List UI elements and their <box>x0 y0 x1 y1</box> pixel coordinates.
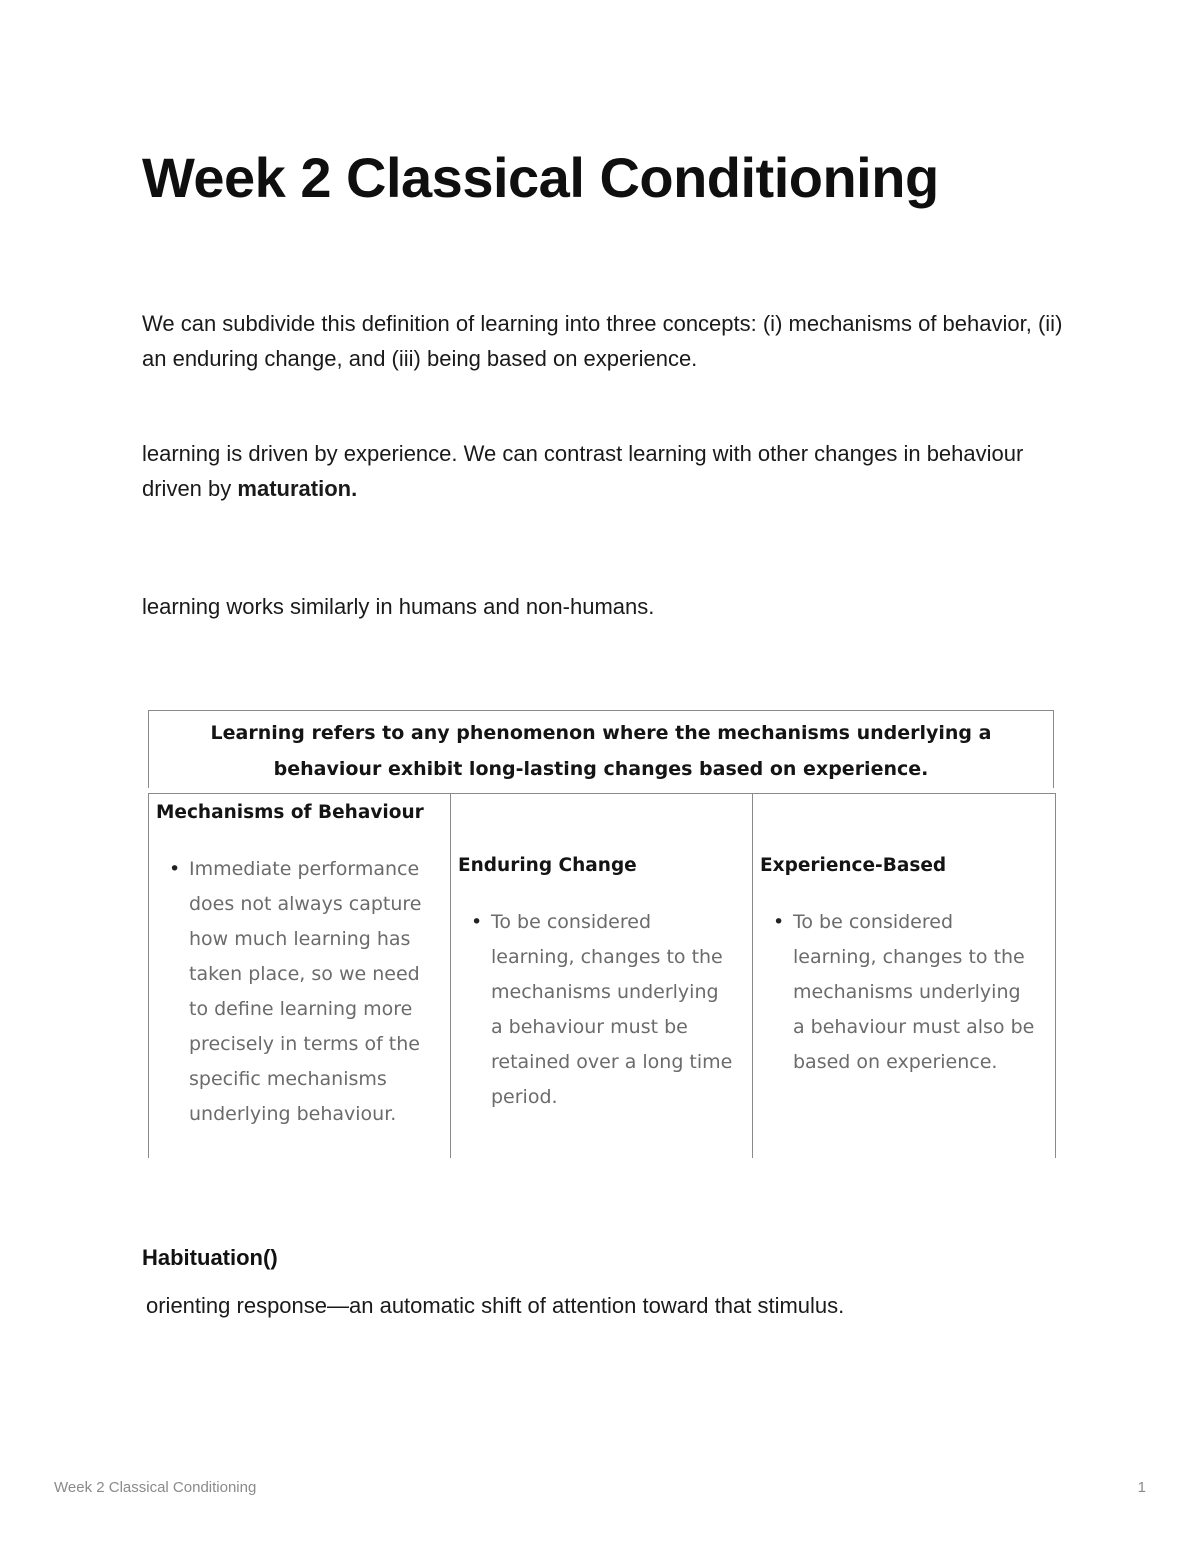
learning-definition-table <box>148 710 1056 1158</box>
definition-table-header-text: Learning refers to any phenomenon where the mechanisms underlying a behaviour exhibit long-lasting changes based on experience. <box>210 722 992 780</box>
list-item-text: To be considered learning, changes to the mechanisms underlying a behaviour must be retained over a long time period. <box>491 911 733 1108</box>
column-experience-based <box>752 793 1056 1158</box>
paragraph-definition-concepts: We can subdivide this definition of learning into three concepts: (i) mechanisms of behavior, (ii) an enduring change, and (iii) being based on experience. <box>142 311 1063 371</box>
footer-title: Week 2 Classical Conditioning <box>54 1479 257 1496</box>
bullet-icon: • <box>773 911 785 933</box>
column-bullet-list <box>773 905 1035 1080</box>
page-title: Week 2 Classical Conditioning <box>142 146 939 209</box>
column-heading: Experience-Based <box>760 855 947 876</box>
paragraph-orienting-response: orienting response—an automatic shift of attention toward that stimulus. <box>146 1293 845 1318</box>
definition-table-header <box>148 710 1054 788</box>
maturation-term: maturation. <box>237 476 358 501</box>
column-bullet-list <box>169 852 431 1132</box>
paragraph-experience-vs-maturation <box>142 436 1072 506</box>
column-bullet-list <box>471 905 733 1115</box>
column-heading: Enduring Change <box>458 855 637 876</box>
list-item <box>471 905 733 1115</box>
column-enduring-change <box>450 793 753 1158</box>
bullet-icon: • <box>471 911 483 933</box>
list-item <box>169 852 431 1132</box>
column-heading: Mechanisms of Behaviour <box>156 802 424 823</box>
bullet-icon: • <box>169 858 181 880</box>
list-item-text: Immediate performance does not always capture how much learning has taken place, so we need to define learning more precisely in terms of the specific mechanisms underlying behaviour. <box>189 858 422 1125</box>
footer-page-number: 1 <box>1137 1479 1146 1496</box>
list-item-text: To be considered learning, changes to the mechanisms underlying a behaviour must also be based on experience. <box>793 911 1035 1073</box>
habituation-heading: Habituation() <box>142 1245 278 1270</box>
paragraph-humans-nonhumans: learning works similarly in humans and non-humans. <box>142 594 655 619</box>
column-mechanisms-of-behaviour <box>148 793 451 1158</box>
paragraph-experience-text: learning is driven by experience. We can contrast learning with other changes in behaviour driven by <box>142 441 1024 501</box>
list-item <box>773 905 1035 1080</box>
definition-table-columns <box>148 793 1056 1158</box>
